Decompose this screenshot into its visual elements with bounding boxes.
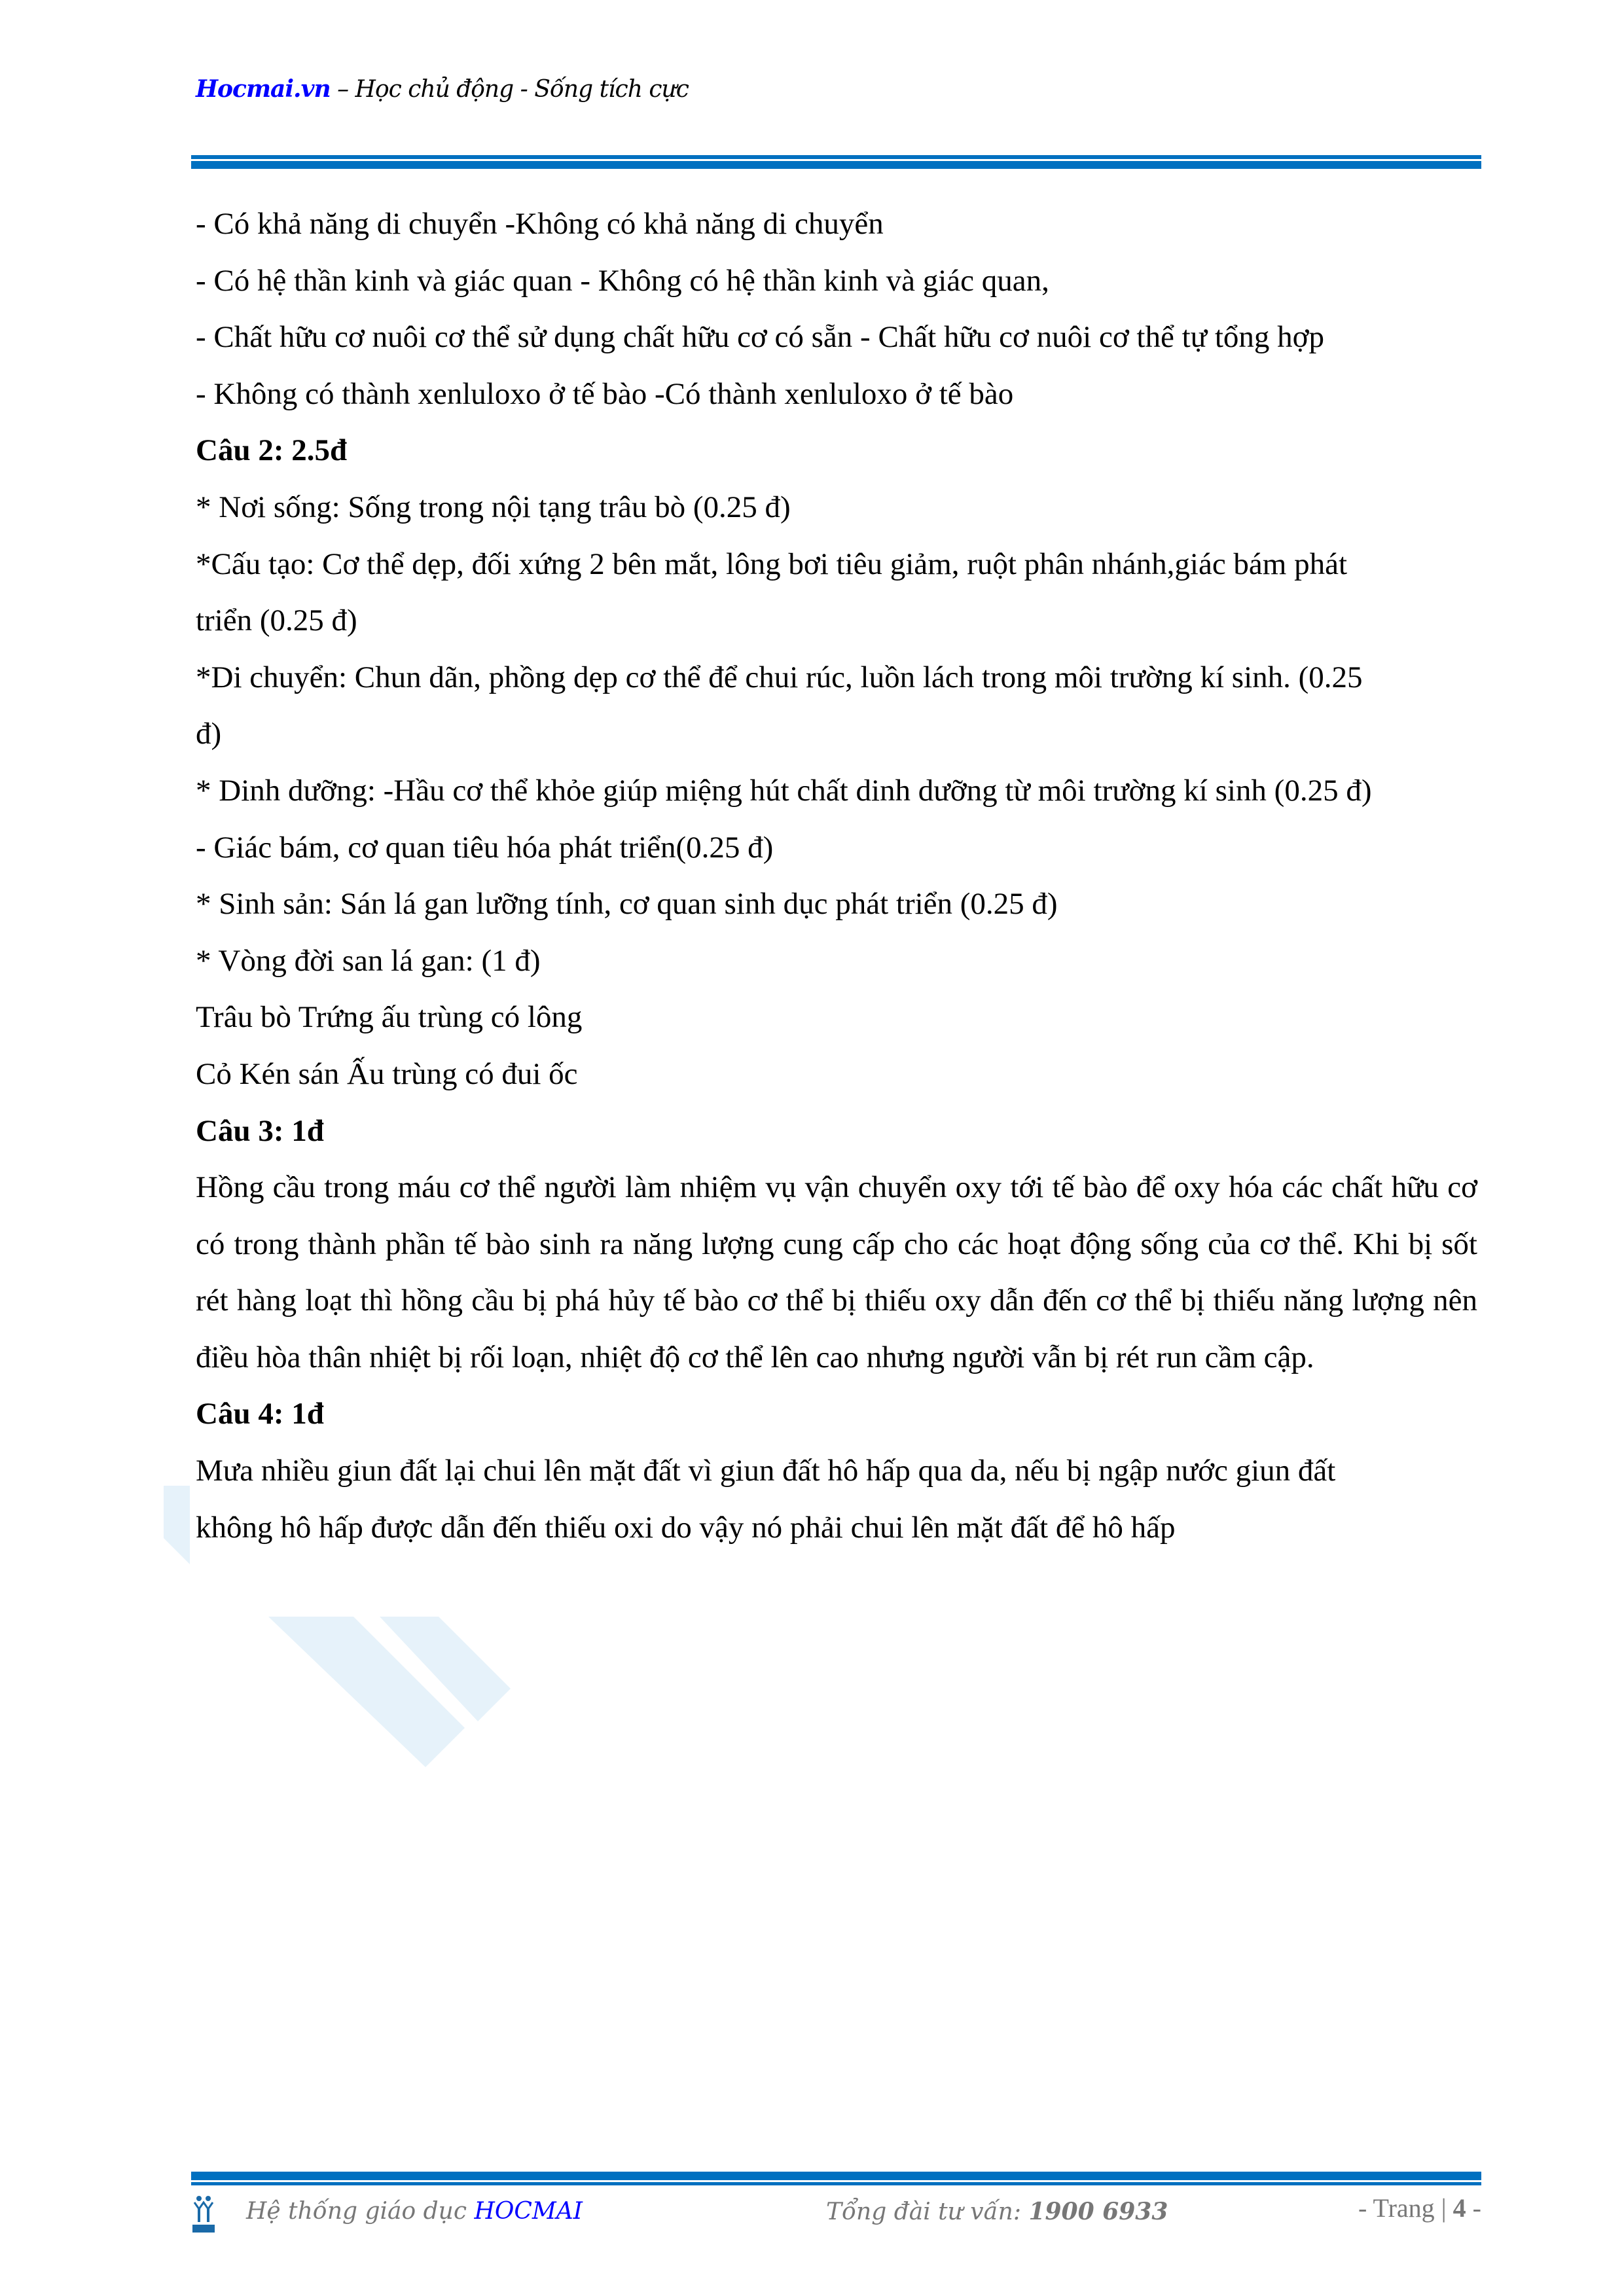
document-body (196, 196, 1477, 1556)
answer-line: - Giác bám, cơ quan tiêu hóa phát triển(0.25 đ) (196, 830, 774, 865)
question-2-heading: Câu 2: 2.5đ (196, 433, 348, 468)
header-brand: Hocmai.vn (196, 75, 331, 103)
answer-line: đ) (196, 717, 222, 751)
page-number-prefix: - Trang | (1358, 2193, 1453, 2223)
answer-line: Cỏ Kén sán Ấu trùng có đui ốc (196, 1056, 578, 1091)
footer-rule-thick (191, 2172, 1481, 2180)
footer-hotline-label: Tổng đài tư vấn: (826, 2198, 1029, 2225)
header-rule-thick (191, 161, 1481, 169)
question-3-heading: Câu 3: 1đ (196, 1113, 324, 1148)
comparison-line: - Có hệ thần kinh và giác quan - Không có hệ thần kinh và giác quan, (196, 263, 1049, 298)
answer-line: triển (0.25 đ) (196, 603, 357, 638)
page-footer (191, 2193, 1481, 2245)
answer-line: Trâu bò Trứng ấu trùng có lông (196, 1000, 583, 1035)
comparison-line: - Có khả năng di chuyển -Không có khả năng di chuyển (196, 207, 884, 241)
comparison-line: - Chất hữu cơ nuôi cơ thể sử dụng chất hữu cơ có sẵn - Chất hữu cơ nuôi cơ thể tự tổng hợp (196, 320, 1325, 355)
page-number-suffix: - (1466, 2193, 1481, 2223)
page-header (196, 75, 689, 103)
footer-system-label: Hệ thống giáo dục (246, 2198, 475, 2225)
hocmai-logo-icon (192, 2195, 215, 2234)
comparison-line: - Không có thành xenluloxo ở tế bào -Có thành xenluloxo ở tế bào (196, 376, 1014, 411)
answer-line: không hô hấp được dẫn đến thiếu oxi do vậy nó phải chui lên mặt đất để hô hấp (196, 1510, 1176, 1545)
answer-line: * Vòng đời san lá gan: (1 đ) (196, 943, 541, 978)
footer-system (246, 2198, 583, 2225)
footer-system-brand: HOCMAI (474, 2198, 583, 2225)
footer-rule-thin (191, 2182, 1481, 2185)
footer-hotline (826, 2198, 1168, 2225)
header-tagline: – Học chủ động - Sống tích cực (330, 76, 689, 103)
answer-line: * Nơi sống: Sống trong nội tạng trâu bò (0.25 đ) (196, 490, 791, 524)
watermark-shape (164, 1486, 190, 1564)
answer-line: *Di chuyển: Chun dãn, phồng dẹp cơ thể để chui rúc, luồn lách trong môi trường kí sinh. (0.25 (196, 660, 1363, 694)
answer-line: Mưa nhiều giun đất lại chui lên mặt đất vì giun đất hô hấp qua da, nếu bị ngập nước giun đất (196, 1454, 1336, 1488)
page-number (1358, 2193, 1481, 2223)
footer-hotline-number: 1900 6933 (1028, 2198, 1168, 2225)
answer-line: * Sinh sản: Sán lá gan lưỡng tính, cơ quan sinh dục phát triển (0.25 đ) (196, 887, 1058, 922)
question-4-heading: Câu 4: 1đ (196, 1397, 324, 1431)
answer-line: * Dinh dưỡng: -Hầu cơ thể khỏe giúp miệng hút chất dinh dưỡng từ môi trường kí sinh (0.25 đ) (196, 773, 1372, 808)
header-rule-thin (191, 155, 1481, 159)
page-number-value: 4 (1453, 2193, 1466, 2223)
answer-line: *Cấu tạo: Cơ thể dẹp, đối xứng 2 bên mắt, lông bơi tiêu giảm, ruột phân nhánh,giác bám phát (196, 547, 1348, 581)
question-3-paragraph: Hồng cầu trong máu cơ thể người làm nhiệm vụ vận chuyển oxy tới tế bào để oxy hóa các chất hữu cơ có trong thành phần tế bào sinh ra năng lượng cung cấp cho các hoạt động sống của cơ thể. Khi bị sốt rét hàng loạt thì hồng cầu bị phá hủy tế bào cơ thể bị thiếu oxy dẫn đến cơ thể bị thiếu năng lượng nên điều hòa thân nhiệt bị rối loạn, nhiệt độ cơ thể lên cao nhưng người vẫn bị rét run cầm cập. (196, 1170, 1477, 1374)
